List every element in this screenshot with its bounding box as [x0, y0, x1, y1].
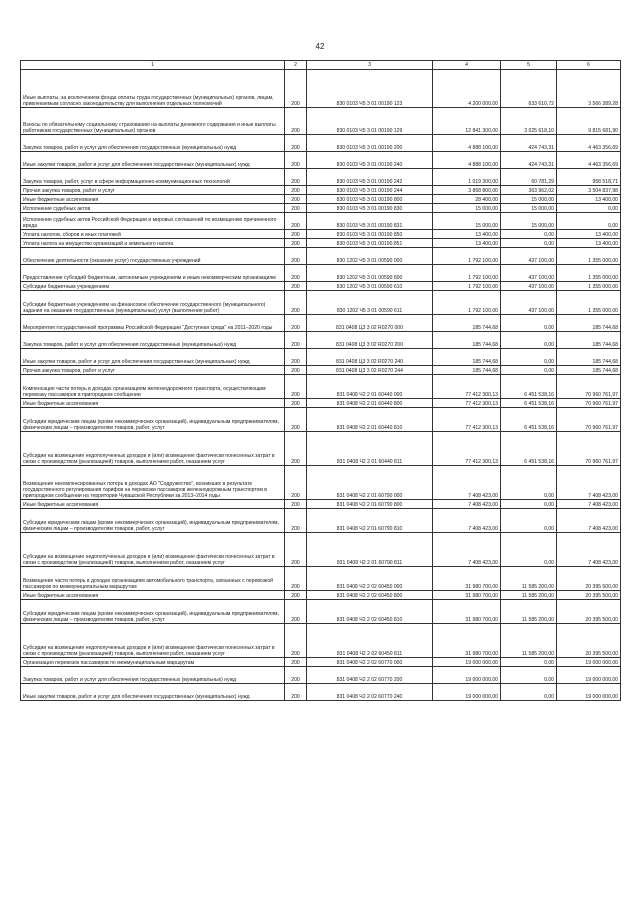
- row-value-col6: 20 395 500,00: [557, 624, 621, 658]
- row-value-col6: 7 408 423,00: [557, 500, 621, 509]
- row-description: Прочая закупка товаров, работ и услуг: [21, 366, 285, 375]
- row-value-col6: 1 355 000,00: [557, 248, 621, 265]
- table-row: [21, 108, 621, 135]
- row-value-col5: 11 585 200,00: [501, 591, 557, 600]
- row-value-col6: 20 395 500,00: [557, 567, 621, 591]
- budget-table: [20, 60, 621, 701]
- row-description: Иные закупки товаров, работ и услуг для обеспечения государственных (муниципальных) нужд: [21, 152, 285, 169]
- table-row: [21, 169, 621, 186]
- table-row: [21, 135, 621, 152]
- row-code: 200: [285, 684, 307, 701]
- row-kbk: 830 0103 Ч5 3 01 00190 240: [307, 152, 433, 169]
- row-value-col4: 185 744,68: [433, 349, 501, 366]
- row-kbk: 830 1202 Ч5 3 01 00590 600: [307, 265, 433, 282]
- row-kbk: 830 1202 Ч5 3 01 00590 610: [307, 282, 433, 291]
- row-description: Исполнение судебных актов Российской Федерации и мировых соглашений по возмещению причиненного вреда: [21, 213, 285, 230]
- row-value-col5: 633 610,72: [501, 70, 557, 108]
- row-kbk: 830 0103 Ч5 3 01 00190 123: [307, 70, 433, 108]
- row-kbk: 831 0408 Ч2 2 01 60440 000: [307, 375, 433, 399]
- row-value-col6: 20 395 500,00: [557, 591, 621, 600]
- row-code: 200: [285, 366, 307, 375]
- table-row: [21, 567, 621, 591]
- row-code: 200: [285, 239, 307, 248]
- row-value-col6: 9 815 681,90: [557, 108, 621, 135]
- table-body: [21, 70, 621, 701]
- row-value-col5: 15 000,00: [501, 195, 557, 204]
- row-value-col5: 424 743,31: [501, 135, 557, 152]
- row-value-col5: 6 451 538,16: [501, 432, 557, 466]
- row-value-col4: 77 412 300,13: [433, 399, 501, 408]
- table-row: [21, 315, 621, 332]
- row-code: 200: [285, 70, 307, 108]
- row-value-col5: 0,00: [501, 239, 557, 248]
- row-code: 200: [285, 375, 307, 399]
- row-value-col5: 0,00: [501, 230, 557, 239]
- row-code: 200: [285, 624, 307, 658]
- row-value-col6: 185 744,68: [557, 349, 621, 366]
- table-row: [21, 399, 621, 408]
- row-value-col4: 185 744,68: [433, 366, 501, 375]
- row-kbk: 831 0408 Ч2 2 02 60450 800: [307, 591, 433, 600]
- row-value-col6: 19 000 000,00: [557, 658, 621, 667]
- row-value-col6: 0,00: [557, 204, 621, 213]
- row-kbk: 831 0408 Ч2 2 01 60440 810: [307, 408, 433, 432]
- row-kbk: 831 0408 Ч2 2 01 60790 810: [307, 509, 433, 533]
- table-row: [21, 349, 621, 366]
- row-value-col4: 1 792 100,00: [433, 265, 501, 282]
- row-code: 200: [285, 466, 307, 500]
- header-row: [21, 61, 621, 70]
- row-value-col4: 19 000 000,00: [433, 684, 501, 701]
- row-value-col4: 77 412 300,13: [433, 432, 501, 466]
- row-description: Субсидии юридическим лицам (кроме некоммерческих организаций), индивидуальным предпринимателям, физическим лицам – производителям товаров, работ, услуг: [21, 408, 285, 432]
- row-value-col5: 0,00: [501, 533, 557, 567]
- row-value-col4: 4 888 100,00: [433, 135, 501, 152]
- row-value-col6: 4 463 356,69: [557, 135, 621, 152]
- row-code: 200: [285, 265, 307, 282]
- row-value-col4: 3 868 800,00: [433, 186, 501, 195]
- header-col-5: 5: [501, 61, 557, 70]
- row-value-col4: 185 744,68: [433, 315, 501, 332]
- row-description: Иные бюджетные ассигнования: [21, 399, 285, 408]
- row-code: 200: [285, 213, 307, 230]
- header-col-6: 6: [557, 61, 621, 70]
- row-value-col4: 31 980 700,00: [433, 567, 501, 591]
- row-code: 200: [285, 291, 307, 315]
- row-kbk: 831 0408 Ч2 2 02 60770 200: [307, 667, 433, 684]
- row-description: Субсидии юридическим лицам (кроме некоммерческих организаций), индивидуальным предпринимателям, физическим лицам – производителям товаров, работ, услуг: [21, 600, 285, 624]
- row-value-col5: 437 100,00: [501, 291, 557, 315]
- row-value-col5: 437 100,00: [501, 248, 557, 265]
- table-row: [21, 591, 621, 600]
- row-value-col6: 70 960 761,97: [557, 408, 621, 432]
- row-value-col5: 0,00: [501, 349, 557, 366]
- row-value-col4: 1 019 300,00: [433, 169, 501, 186]
- row-code: 200: [285, 533, 307, 567]
- table-row: [21, 432, 621, 466]
- row-description: Иные бюджетные ассигнования: [21, 195, 285, 204]
- table-row: [21, 248, 621, 265]
- row-code: 200: [285, 349, 307, 366]
- row-kbk: 831 0408 Ч2 2 01 60440 800: [307, 399, 433, 408]
- row-value-col4: 31 980 700,00: [433, 600, 501, 624]
- row-value-col6: 0,00: [557, 213, 621, 230]
- row-value-col4: 185 744,68: [433, 332, 501, 349]
- row-value-col5: 0,00: [501, 509, 557, 533]
- table-row: [21, 500, 621, 509]
- row-kbk: 831 0408 Ч2 2 01 60790 000: [307, 466, 433, 500]
- row-description: Закупка товаров, работ и услуг для обеспечения государственных (муниципальных) нужд: [21, 667, 285, 684]
- row-kbk: 831 0408 Ц3 3 02 R0270 200: [307, 332, 433, 349]
- row-code: 200: [285, 169, 307, 186]
- row-description: Субсидии на возмещение недополученных доходов и (или) возмещение фактически понесенных затрат в связи с производством (реализацией) товаров, выполнением работ, оказанием услуг: [21, 533, 285, 567]
- row-value-col5: 424 743,31: [501, 152, 557, 169]
- row-value-col5: 0,00: [501, 658, 557, 667]
- row-code: 200: [285, 591, 307, 600]
- row-code: 200: [285, 108, 307, 135]
- row-code: 200: [285, 658, 307, 667]
- row-description: Возмещение некомпенсированных потерь в доходах АО "Содружество", возникших в результате государственного регулирования тарифов на перевозки пассажиров железнодорожным транспортом в пригородном сообщении на территории Чувашской Республики за 2013–2014 годы: [21, 466, 285, 500]
- row-kbk: 831 0408 Ц3 3 02 R0270 000: [307, 315, 433, 332]
- table-row: [21, 684, 621, 701]
- row-value-col4: 15 000,00: [433, 213, 501, 230]
- row-code: 200: [285, 282, 307, 291]
- table-row: [21, 70, 621, 108]
- table-row: [21, 466, 621, 500]
- row-value-col6: 185 744,68: [557, 315, 621, 332]
- row-value-col6: 1 355 000,00: [557, 282, 621, 291]
- row-code: 200: [285, 332, 307, 349]
- row-description: Организация перевозок пассажиров по межмуниципальным маршрутам: [21, 658, 285, 667]
- table-row: [21, 239, 621, 248]
- row-value-col6: 19 000 000,00: [557, 684, 621, 701]
- row-code: 200: [285, 667, 307, 684]
- row-value-col5: 6 451 538,16: [501, 375, 557, 399]
- row-value-col6: 3 566 389,28: [557, 70, 621, 108]
- row-value-col4: 7 408 423,00: [433, 500, 501, 509]
- row-code: 200: [285, 135, 307, 152]
- row-value-col5: 0,00: [501, 366, 557, 375]
- row-code: 200: [285, 500, 307, 509]
- row-value-col6: 13 400,00: [557, 230, 621, 239]
- row-description: Уплата налогов, сборов и иных платежей: [21, 230, 285, 239]
- table-row: [21, 624, 621, 658]
- table-row: [21, 408, 621, 432]
- table-row: [21, 204, 621, 213]
- row-value-col4: 7 408 423,00: [433, 466, 501, 500]
- table-row: [21, 186, 621, 195]
- row-value-col5: 6 451 538,16: [501, 399, 557, 408]
- row-value-col5: 11 585 200,00: [501, 567, 557, 591]
- row-value-col6: 70 960 761,97: [557, 375, 621, 399]
- row-code: 200: [285, 432, 307, 466]
- row-kbk: 831 0408 Ч2 2 02 60450 811: [307, 624, 433, 658]
- table-row: [21, 533, 621, 567]
- row-value-col6: 1 355 000,00: [557, 265, 621, 282]
- row-value-col4: 4 200 000,00: [433, 70, 501, 108]
- row-description: Обеспечение деятельности (оказание услуг) государственных учреждений: [21, 248, 285, 265]
- table-row: [21, 282, 621, 291]
- row-description: Компенсация части потерь в доходах организациям железнодорожного транспорта, осуществляющим перевозку пассажиров в пригородном сообщении: [21, 375, 285, 399]
- row-description: Субсидии на возмещение недополученных доходов и (или) возмещение фактически понесенных затрат в связи с производством (реализацией) товаров, выполнением работ, оказанием услуг: [21, 624, 285, 658]
- row-description: Субсидии юридическим лицам (кроме некоммерческих организаций), индивидуальным предпринимателям, физическим лицам – производителям товаров, работ, услуг: [21, 509, 285, 533]
- row-description: Взносы по обязательному социальному страхованию на выплаты денежного содержания и иные выплаты работникам государственных (муниципальных) органов: [21, 108, 285, 135]
- row-value-col6: 19 000 000,00: [557, 667, 621, 684]
- row-value-col6: 4 463 356,69: [557, 152, 621, 169]
- row-value-col5: 363 962,02: [501, 186, 557, 195]
- row-kbk: 831 0408 Ц3 3 02 R0270 244: [307, 366, 433, 375]
- table-row: [21, 230, 621, 239]
- row-value-col6: 7 408 423,00: [557, 533, 621, 567]
- row-value-col6: 70 960 761,97: [557, 432, 621, 466]
- row-code: 200: [285, 248, 307, 265]
- row-value-col4: 13 400,00: [433, 239, 501, 248]
- row-value-col4: 31 980 700,00: [433, 591, 501, 600]
- row-value-col4: 77 412 300,13: [433, 375, 501, 399]
- row-description: Субсидии бюджетным учреждениям: [21, 282, 285, 291]
- row-code: 200: [285, 399, 307, 408]
- row-value-col6: 13 400,00: [557, 239, 621, 248]
- table-row: [21, 195, 621, 204]
- row-kbk: 830 0103 Ч5 3 01 00190 830: [307, 204, 433, 213]
- row-value-col5: 437 100,00: [501, 282, 557, 291]
- row-value-col6: 1 355 000,00: [557, 291, 621, 315]
- row-value-col4: 19 000 000,00: [433, 667, 501, 684]
- row-kbk: 831 0408 Ч2 2 02 60770 240: [307, 684, 433, 701]
- row-value-col6: 13 400,00: [557, 195, 621, 204]
- row-description: Иные закупки товаров, работ и услуг для обеспечения государственных (муниципальных) нужд: [21, 349, 285, 366]
- row-value-col5: 60 781,29: [501, 169, 557, 186]
- table-header: [21, 61, 621, 70]
- row-value-col4: 7 408 423,00: [433, 509, 501, 533]
- table-row: [21, 265, 621, 282]
- row-description: Субсидии бюджетным учреждениям на финансовое обеспечение государственного (муниципального) задания на оказание государственных (муниципальных) услуг (выполнение работ): [21, 291, 285, 315]
- row-value-col5: 11 585 200,00: [501, 600, 557, 624]
- header-col-4: 4: [433, 61, 501, 70]
- header-col-3: 3: [307, 61, 433, 70]
- table-row: [21, 600, 621, 624]
- row-kbk: 831 0408 Ч2 2 02 60770 000: [307, 658, 433, 667]
- table-row: [21, 658, 621, 667]
- row-code: 200: [285, 567, 307, 591]
- row-kbk: 830 1202 Ч5 3 01 00590 611: [307, 291, 433, 315]
- row-code: 200: [285, 204, 307, 213]
- row-value-col6: 7 408 423,00: [557, 509, 621, 533]
- row-description: Иные закупки товаров, работ и услуг для обеспечения государственных (муниципальных) нужд: [21, 684, 285, 701]
- row-description: Исполнение судебных актов: [21, 204, 285, 213]
- row-value-col4: 1 792 100,00: [433, 248, 501, 265]
- row-value-col5: 0,00: [501, 500, 557, 509]
- row-value-col6: 185 744,68: [557, 332, 621, 349]
- row-value-col4: 28 400,00: [433, 195, 501, 204]
- row-value-col5: 3 025 618,10: [501, 108, 557, 135]
- table-row: [21, 366, 621, 375]
- row-value-col6: 70 960 761,97: [557, 399, 621, 408]
- row-value-col6: 3 504 837,98: [557, 186, 621, 195]
- row-kbk: 830 0103 Ч5 3 01 00190 129: [307, 108, 433, 135]
- row-value-col6: 958 518,71: [557, 169, 621, 186]
- row-value-col4: 7 408 423,00: [433, 533, 501, 567]
- row-value-col4: 1 792 100,00: [433, 282, 501, 291]
- row-description: Закупка товаров, работ и услуг для обеспечения государственных (муниципальных) нужд: [21, 332, 285, 349]
- row-value-col4: 77 412 300,13: [433, 408, 501, 432]
- row-kbk: 830 0103 Ч5 3 01 00190 831: [307, 213, 433, 230]
- row-value-col4: 13 400,00: [433, 230, 501, 239]
- row-description: Закупка товаров, работ и услуг для обеспечения государственных (муниципальных) нужд: [21, 135, 285, 152]
- row-description: Иные бюджетные ассигнования: [21, 591, 285, 600]
- row-kbk: 831 0408 Ч2 2 01 60790 800: [307, 500, 433, 509]
- row-value-col6: 7 408 423,00: [557, 466, 621, 500]
- row-kbk: 830 0103 Ч5 3 01 00190 800: [307, 195, 433, 204]
- table-row: [21, 213, 621, 230]
- row-description: Субсидии на возмещение недополученных доходов и (или) возмещение фактически понесенных затрат в связи с производством (реализацией) товаров, выполнением работ, оказанием услуг: [21, 432, 285, 466]
- row-kbk: 831 0408 Ц3 3 02 R0270 240: [307, 349, 433, 366]
- row-value-col5: 0,00: [501, 466, 557, 500]
- row-value-col6: 185 744,68: [557, 366, 621, 375]
- row-value-col4: 4 888 100,00: [433, 152, 501, 169]
- table-row: [21, 375, 621, 399]
- row-kbk: 831 0408 Ч2 2 02 60450 810: [307, 600, 433, 624]
- row-value-col4: 19 000 000,00: [433, 658, 501, 667]
- row-value-col6: 20 395 500,00: [557, 600, 621, 624]
- row-value-col5: 0,00: [501, 684, 557, 701]
- table-row: [21, 332, 621, 349]
- row-kbk: 830 0103 Ч5 3 01 00190 244: [307, 186, 433, 195]
- row-description: Закупка товаров, работ, услуг в сфере информационно-коммуникационных технологий: [21, 169, 285, 186]
- row-value-col5: 0,00: [501, 667, 557, 684]
- row-code: 200: [285, 152, 307, 169]
- table-row: [21, 509, 621, 533]
- row-kbk: 830 0103 Ч5 3 01 00190 851: [307, 239, 433, 248]
- row-description: Мероприятия государственной программы Российской Федерации "Доступная среда" на 2011–2020 годы: [21, 315, 285, 332]
- row-kbk: 830 0103 Ч5 3 01 00190 242: [307, 169, 433, 186]
- row-kbk: 830 1202 Ч5 3 01 00590 000: [307, 248, 433, 265]
- row-value-col4: 15 000,00: [433, 204, 501, 213]
- row-value-col4: 31 980 700,00: [433, 624, 501, 658]
- row-value-col5: 15 000,00: [501, 204, 557, 213]
- row-value-col5: 15 000,00: [501, 213, 557, 230]
- row-code: 200: [285, 600, 307, 624]
- row-value-col5: 437 100,00: [501, 265, 557, 282]
- row-value-col5: 0,00: [501, 315, 557, 332]
- table-row: [21, 152, 621, 169]
- row-description: Прочая закупка товаров, работ и услуг: [21, 186, 285, 195]
- row-code: 200: [285, 408, 307, 432]
- table-row: [21, 291, 621, 315]
- row-value-col4: 12 841 300,00: [433, 108, 501, 135]
- row-code: 200: [285, 315, 307, 332]
- row-value-col5: 11 585 200,00: [501, 624, 557, 658]
- row-description: Уплата налога на имущество организаций и земельного налога: [21, 239, 285, 248]
- table-row: [21, 667, 621, 684]
- page-number: 42: [315, 42, 325, 51]
- row-kbk: 831 0408 Ч2 2 02 60450 000: [307, 567, 433, 591]
- row-kbk: 830 0103 Ч5 3 01 00190 850: [307, 230, 433, 239]
- row-description: Возмещение части потерь в доходах организациям автомобильного транспорта, связанных с перевозкой пассажиров по межмуниципальным маршрутам: [21, 567, 285, 591]
- header-col-2: 2: [285, 61, 307, 70]
- row-description: Иные бюджетные ассигнования: [21, 500, 285, 509]
- row-value-col5: 0,00: [501, 332, 557, 349]
- row-code: 200: [285, 186, 307, 195]
- row-kbk: 831 0408 Ч2 2 01 60790 811: [307, 533, 433, 567]
- row-kbk: 831 0408 Ч2 2 01 60440 811: [307, 432, 433, 466]
- row-description: Иные выплаты, за исключением фонда оплаты труда государственных (муниципальных) органов, лицам, привлекаемым согласно законодательству для выполнения отдельных полномочий: [21, 70, 285, 108]
- row-code: 200: [285, 195, 307, 204]
- row-kbk: 830 0103 Ч5 3 01 00190 200: [307, 135, 433, 152]
- row-code: 200: [285, 230, 307, 239]
- row-code: 200: [285, 509, 307, 533]
- row-value-col4: 1 792 100,00: [433, 291, 501, 315]
- header-col-1: 1: [21, 61, 285, 70]
- row-value-col5: 6 451 538,16: [501, 408, 557, 432]
- row-description: Предоставление субсидий бюджетным, автономным учреждениям и иным некоммерческим организациям: [21, 265, 285, 282]
